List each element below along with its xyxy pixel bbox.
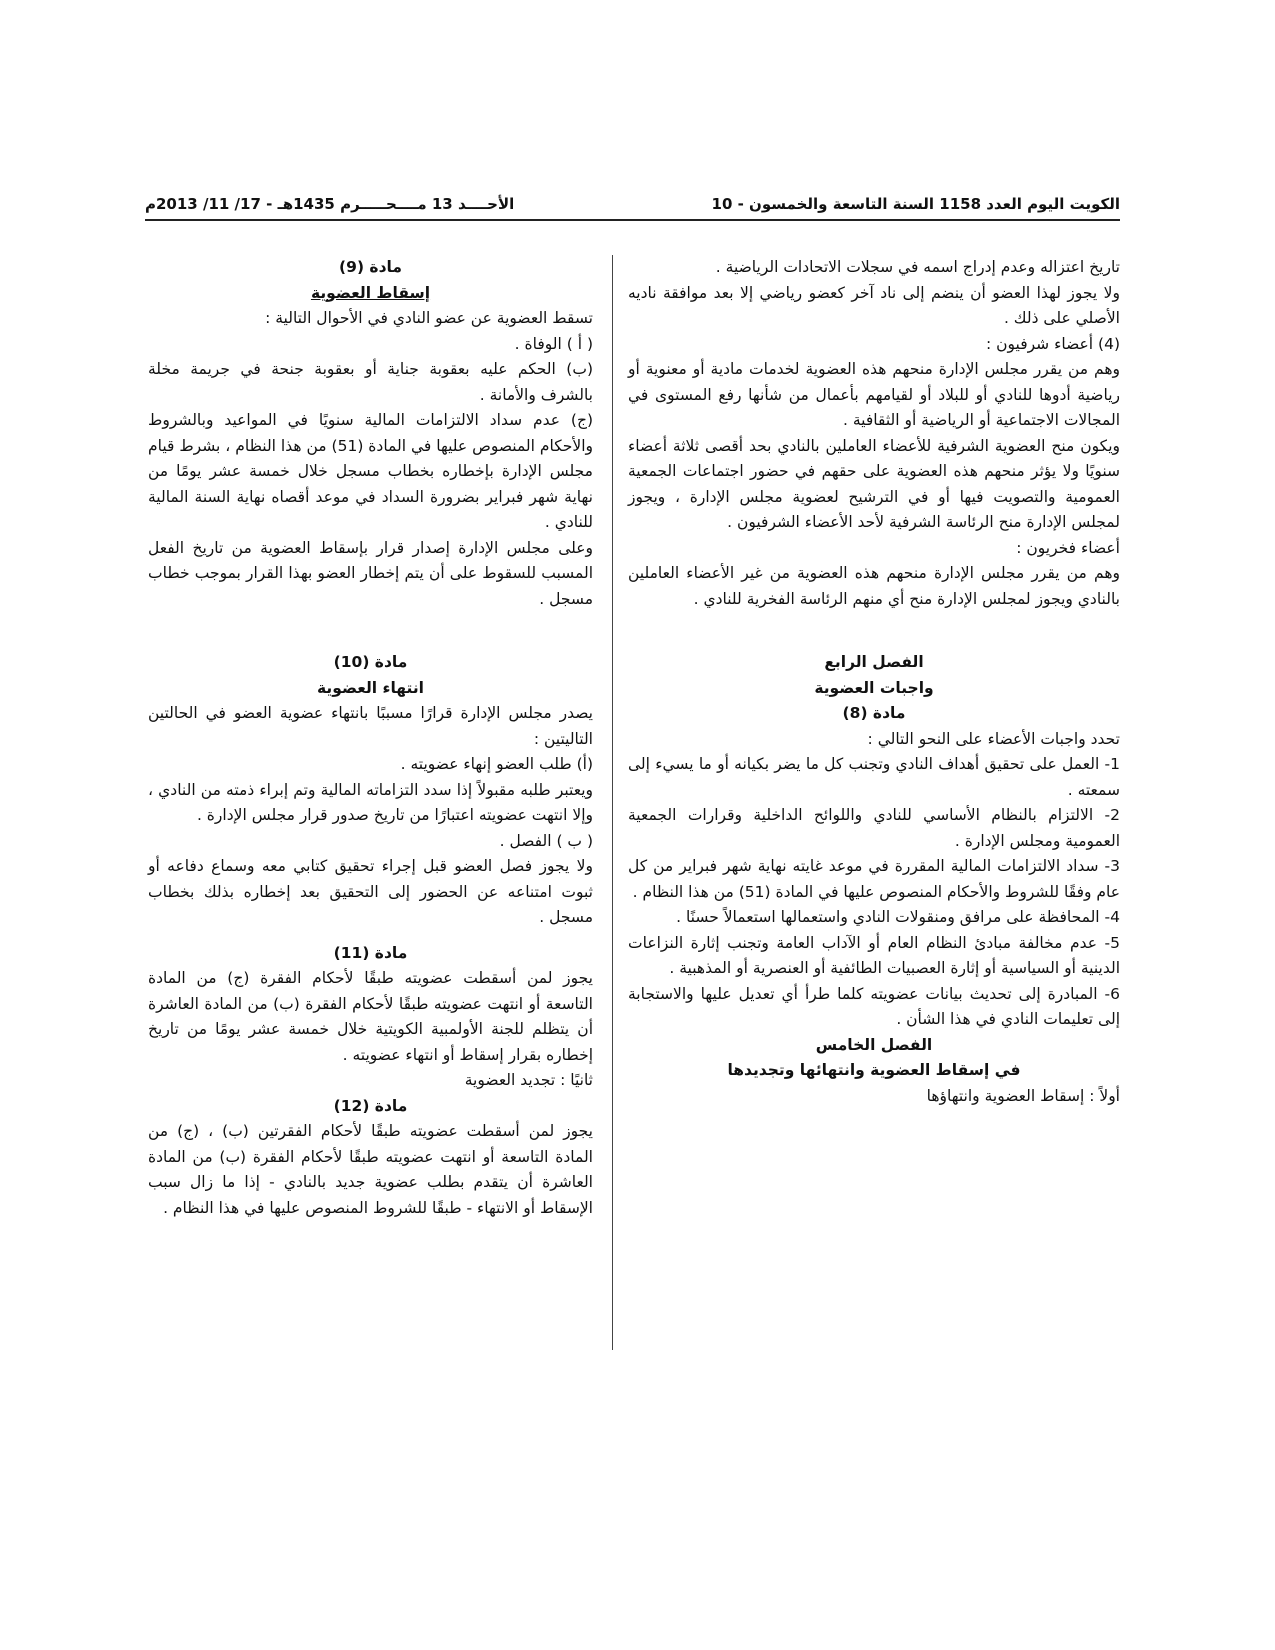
paragraph: وهم من يقرر مجلس الإدارة منحهم هذه العضوية من غير الأعضاء العاملين بالنادي ويجوز لمجلس الإدارة منح أي منهم الرئاسة الفخرية للنادي . (628, 564, 1120, 608)
list-item: (ب) الحكم عليه بعقوبة جناية أو بعقوبة جنحة في جريمة مخلة بالشرف والأمانة . (148, 360, 593, 404)
list-item: 1- العمل على تحقيق أهداف النادي وتجنب كل ما يضر بكيانه أو ما يسيء إلى سمعته . (628, 755, 1120, 799)
left-column (148, 255, 593, 1221)
paragraph: يصدر مجلس الإدارة قرارًا مسببًا بانتهاء عضوية العضو في الحالتين التاليتين : (148, 704, 593, 748)
header-divider (145, 219, 1120, 221)
paragraph: وعلى مجلس الإدارة إصدار قرار بإسقاط العضوية من تاريخ الفعل المسبب للسقوط على أن يتم إخطار العضو بهذا القرار بموجب خطاب مسجل . (148, 538, 593, 608)
list-item: 5- عدم مخالفة مبادئ النظام العام أو الآداب العامة وتجنب إثارة النزاعات الدينية أو السياسية أو إثارة العصبيات الطائفية أو العنصرية أو المذهبية . (628, 933, 1120, 977)
page-header (145, 193, 1120, 215)
article-subtitle: انتهاء العضوية (317, 678, 424, 697)
section-title: ثانيًا : تجديد العضوية (464, 1071, 593, 1089)
paragraph: ولا يجوز لهذا العضو أن ينضم إلى ناد آخر كعضو رياضي إلا بعد موافقة ناديه الأصلي على ذلك . (628, 283, 1120, 327)
list-item: 2- الالتزام بالنظام الأساسي للنادي واللوائح الداخلية وقرارات الجمعية العمومية ومجلس الإدارة . (628, 806, 1120, 850)
paragraph: تاريخ اعتزاله وعدم إدراج اسمه في سجلات الاتحادات الرياضية . (715, 258, 1120, 276)
list-item: 4- المحافظة على مرافق ومنقولات النادي واستعمالها استعمالاً حسنًا . (676, 908, 1120, 926)
list-item: 6- المبادرة إلى تحديث بيانات عضويته كلما طرأ أي تعديل عليها والاستجابة إلى تعليمات النادي في هذا الشأن . (628, 984, 1120, 1028)
paragraph: ولا يجوز فصل العضو قبل إجراء تحقيق كتابي معه وسماع دفاعه أو ثبوت امتناعه عن الحضور إلى التحقيق بعد إخطاره بذلك بخطاب مسجل . (148, 857, 593, 926)
article-title: مادة (8) (842, 704, 906, 722)
article-title: مادة (11) (333, 943, 408, 962)
list-item: 3- سداد الالتزامات المالية المقررة في موعد غايته نهاية شهر فبراير من كل عام وفقًا للشروط والأحكام المنصوص عليها في المادة (51) من هذا النظام . (628, 857, 1120, 901)
list-item: ( ب ) الفصل . (499, 831, 593, 850)
article-title: مادة (9) (339, 258, 402, 276)
section-title: أولاً : إسقاط العضوية وانتهاؤها (926, 1086, 1120, 1105)
right-column (628, 255, 1120, 1109)
chapter-title: الفصل الخامس (815, 1035, 933, 1054)
paragraph: وهم من يقرر مجلس الإدارة منحهم هذه العضوية لخدمات مادية أو معنوية أو رياضية أدوها للنادي أو للبلاد أو لقيامهم بأعمال من شأنها رفع المستوى في المجالات الاجتماعية أو الرياضية أو الثقافية . (628, 360, 1120, 429)
paragraph: تسقط العضوية عن عضو النادي في الأحوال التالية : (265, 309, 593, 327)
clause-heading: أعضاء فخريون : (1016, 538, 1120, 557)
clause-heading: (4) أعضاء شرفيون : (985, 334, 1120, 353)
list-item: (أ) طلب العضو إنهاء عضويته . (400, 755, 593, 773)
paragraph: يجوز لمن أسقطت عضويته طبقًا لأحكام الفقرة (ج) من المادة التاسعة أو انتهت عضويته طبقًا لأحكام الفقرة (ب) من المادة العاشرة أن يتظلم للجنة الأولمبية الكويتية خلال خمسة عشر يومًا من تاريخ إخطاره بقرار إسقاط أو انتهاء عضويته . (148, 969, 593, 1064)
paragraph: ويعتبر طلبه مقبولاً إذا سدد التزاماته المالية وتم إبراء ذمته من النادي ، وإلا انتهت عضويته اعتبارًا من تاريخ صدور قرار مجلس الإدارة . (148, 780, 593, 824)
chapter-subtitle: واجبات العضوية (814, 678, 934, 697)
article-title: مادة (10) (333, 653, 408, 671)
paragraph: تحدد واجبات الأعضاء على النحو التالي : (867, 729, 1120, 748)
header-date: الأحــــد 13 مــــحـــــرم 1435هـ - 17/ 11/ 2013م (145, 195, 515, 213)
paragraph: ويكون منح العضوية الشرفية للأعضاء العاملين بالنادي بحد أقصى ثلاثة أعضاء سنويًا ولا يؤثر منحهم هذه العضوية على حقهم في حضور اجتماعات الجمعية العمومية والتصويت فيها أو في الترشيح لعضوية مجلس الإدارة ، ويجوز لمجلس الإدارة منح الرئاسة الشرفية لأحد الأعضاء الشرفيون . (628, 436, 1120, 531)
column-divider (612, 255, 613, 1350)
list-item: ( أ ) الوفاة . (514, 334, 593, 353)
article-subtitle: إسقاط العضوية (310, 283, 431, 302)
header-issue-info: الكويت اليوم العدد 1158 السنة التاسعة والخمسون - 10 (711, 195, 1120, 213)
paragraph: يجوز لمن أسقطت عضويته طبقًا لأحكام الفقرتين (ب) ، (ج) من المادة التاسعة أو انتهت عضويته طبقًا لأحكام الفقرة (ب) من المادة العاشرة أن يتقدم بطلب عضوية جديد بالنادي - إذا ما زال سبب الإسقاط أو الانتهاء - طبقًا للشروط المنصوص عليها في هذا النظام . (148, 1122, 593, 1217)
chapter-subtitle: في إسقاط العضوية وانتهائها وتجديدها (727, 1061, 1021, 1079)
list-item: (ج) عدم سداد الالتزامات المالية سنويًا في المواعيد وبالشروط والأحكام المنصوص عليها في المادة (51) من هذا النظام ، بشرط قيام مجلس الإدارة بإخطاره بخطاب مسجل خلال خمسة عشر يومًا من نهاية شهر فبراير بضرورة السداد في موعد أقصاه نهاية السنة المالية للنادي . (148, 411, 593, 531)
chapter-title: الفصل الرابع (824, 653, 924, 671)
article-title: مادة (12) (333, 1096, 408, 1115)
